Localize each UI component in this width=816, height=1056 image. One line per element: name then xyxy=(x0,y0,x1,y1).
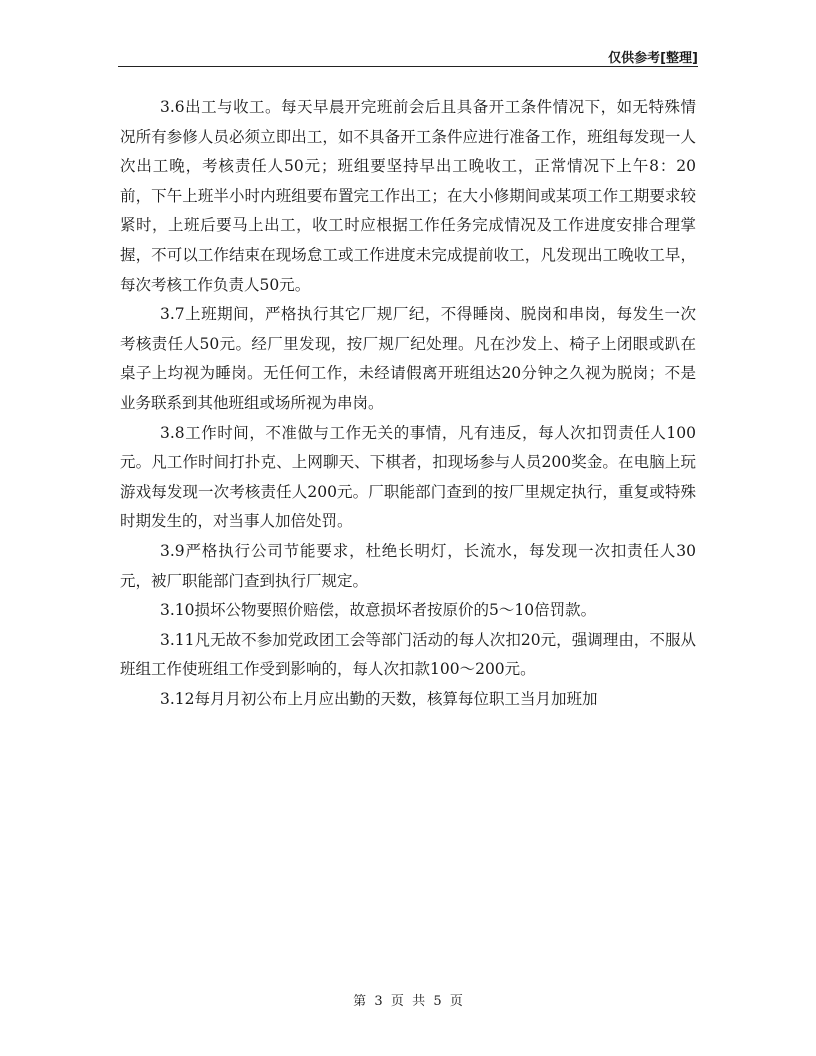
paragraph-3-11: 3.11凡无故不参加党政团工会等部门活动的每人次扣20元，强调理由，不服从班组工作使班组工作受到影响的，每人次扣款100～200元。 xyxy=(120,630,696,679)
paragraph-3-10: 3.10损坏公物要照价赔偿，故意损坏者按原价的5～10倍罚款。 xyxy=(160,601,597,620)
paragraph-3-8: 3.8工作时间，不准做与工作无关的事情，凡有违反，每人次扣罚责任人100元。凡工作时间打扑克、上网聊天、下棋者，扣现场参与人员200奖金。在电脑上玩游戏每发现一次考核责任人200元。厂职能部门查到的按厂里规定执行，重复或特殊时期发生的，对当事人加倍处罚。 xyxy=(120,423,696,531)
page-number-footer: 第 3 页 共 5 页 xyxy=(353,994,463,1009)
paragraph-3-7: 3.7上班期间，严格执行其它厂规厂纪，不得睡岗、脱岗和串岗，每发生一次考核责任人50元。经厂里发现，按厂规厂纪处理。凡在沙发上、椅子上闭眼或趴在桌子上均视为睡岗。无任何工作，未经请假离开班组达20分钟之久视为脱岗；不是业务联系到其他班组或场所视为串岗。 xyxy=(120,305,696,412)
paragraph-3-6: 3.6出工与收工。每天早晨开完班前会后且具备开工条件情况下，如无特殊情况所有参修人员必须立即出工，如不具备开工条件应进行准备工作，班组每发现一人次出工晚，考核责任人50元；班组要坚持早出工晚收工，正常情况下上午8：20前，下午上班半小时内班组要布置完工作出工；在大小修期间或某项工作工期要求较紧时，上班后要马上出工，收工时应根据工作任务完成情况及工作进度安排合理掌握，不可以工作结束在现场怠工或工作进度未完成提前收工，凡发现出工晚收工早，每次考核工作负责人50元。 xyxy=(120,98,696,294)
body-text xyxy=(120,93,696,714)
header-rule xyxy=(118,66,698,67)
header-note: 仅供参考[整理] xyxy=(608,51,698,66)
paragraph-3-9: 3.9严格执行公司节能要求，杜绝长明灯，长流水，每发现一次扣责任人30元，被厂职能部门查到执行厂规定。 xyxy=(120,541,696,590)
paragraph-3-12: 3.12每月月初公布上月应出勤的天数，核算每位职工当月加班加 xyxy=(160,689,598,708)
